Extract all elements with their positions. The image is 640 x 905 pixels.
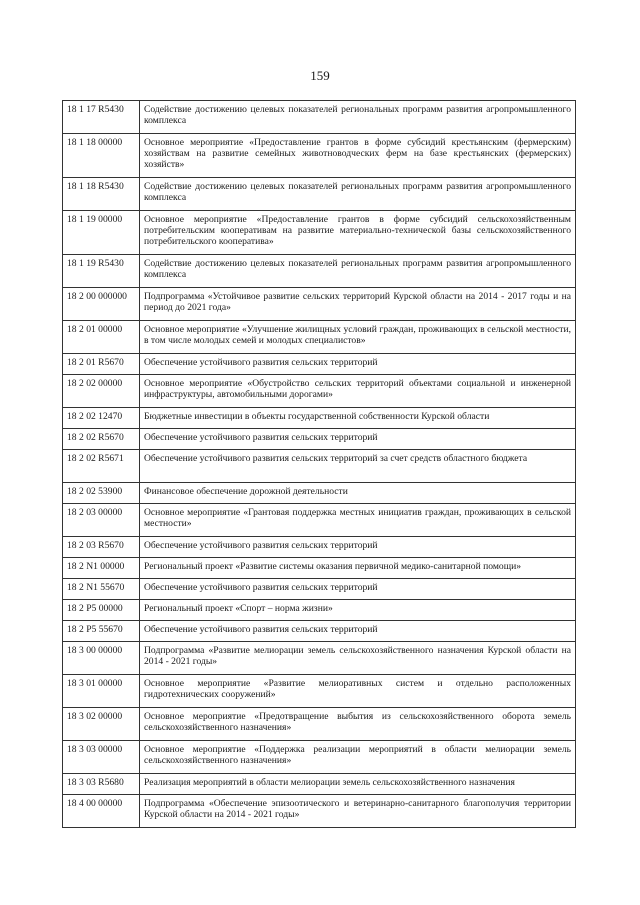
item-description: Основное мероприятие «Предотвращение выбытия из сельскохозяйственного оборота земель сельскохозяйственного назначения» [140, 708, 576, 741]
classification-code: 18 2 00 000000 [63, 288, 140, 321]
page-number: 159 [310, 68, 330, 83]
item-description: Обеспечение устойчивого развития сельских территорий [140, 537, 576, 558]
classification-code: 18 2 02 R5671 [63, 450, 140, 483]
classification-code: 18 2 03 R5670 [63, 537, 140, 558]
table-row [63, 621, 576, 642]
table-row [63, 483, 576, 504]
item-description: Обеспечение устойчивого развития сельских территорий за счет средств областного бюджета [140, 450, 576, 483]
table-row [63, 429, 576, 450]
item-description: Подпрограмма «Устойчивое развитие сельских территорий Курской области на 2014 - 2017 годы и на период до 2021 года» [140, 288, 576, 321]
item-description: Основное мероприятие «Предоставление грантов в форме субсидий сельскохозяйственным потребительским кооперативам на развитие материально-технической базы сельскохозяйственного потребительского кооператива» [140, 211, 576, 255]
table-row [63, 288, 576, 321]
item-description: Содействие достижению целевых показателей региональных программ развития агропромышленного комплекса [140, 101, 576, 134]
classification-code: 18 3 03 00000 [63, 741, 140, 774]
item-description: Основное мероприятие «Развитие мелиоративных систем и отдельно расположенных гидротехнических сооружений» [140, 675, 576, 708]
item-description: Содействие достижению целевых показателей региональных программ развития агропромышленного комплекса [140, 178, 576, 211]
item-description: Бюджетные инвестиции в объекты государственной собственности Курской области [140, 408, 576, 429]
classification-code: 18 2 01 R5670 [63, 354, 140, 375]
classification-code: 18 2 N1 00000 [63, 558, 140, 579]
classification-code: 18 3 00 00000 [63, 642, 140, 675]
table-row [63, 558, 576, 579]
item-description: Реализация мероприятий в области мелиорации земель сельскохозяйственного назначения [140, 774, 576, 795]
table-row [63, 450, 576, 483]
classification-code: 18 2 N1 55670 [63, 579, 140, 600]
item-description: Содействие достижению целевых показателей региональных программ развития агропромышленного комплекса [140, 255, 576, 288]
table-row [63, 579, 576, 600]
classification-code: 18 3 01 00000 [63, 675, 140, 708]
classification-code: 18 1 18 R5430 [63, 178, 140, 211]
classification-code: 18 1 19 00000 [63, 211, 140, 255]
item-description: Основное мероприятие «Грантовая поддержка местных инициатив граждан, проживающих в сельской местности» [140, 504, 576, 537]
classification-code: 18 2 02 R5670 [63, 429, 140, 450]
classification-code: 18 2 02 53900 [63, 483, 140, 504]
table-row [63, 134, 576, 178]
item-description: Подпрограмма «Развитие мелиорации земель сельскохозяйственного назначения Курской области на 2014 - 2021 годы» [140, 642, 576, 675]
item-description: Обеспечение устойчивого развития сельских территорий [140, 579, 576, 600]
item-description: Основное мероприятие «Поддержка реализации мероприятий в области мелиорации земель сельскохозяйственного назначения» [140, 741, 576, 774]
table-row [63, 795, 576, 828]
table-row [63, 642, 576, 675]
table-row [63, 211, 576, 255]
table-row [63, 178, 576, 211]
table-row [63, 408, 576, 429]
classification-code: 18 1 17 R5430 [63, 101, 140, 134]
classification-code: 18 1 18 00000 [63, 134, 140, 178]
table-row [63, 774, 576, 795]
classification-code: 18 2 01 00000 [63, 321, 140, 354]
table-row [63, 101, 576, 134]
classification-code: 18 2 P5 55670 [63, 621, 140, 642]
table-row [63, 600, 576, 621]
table-row [63, 354, 576, 375]
item-description: Финансовое обеспечение дорожной деятельности [140, 483, 576, 504]
item-description: Основное мероприятие «Предоставление грантов в форме субсидий крестьянским (фермерским) хозяйствам на развитие семейных животноводческих ферм на базе крестьянских (фермерских) хозяйств» [140, 134, 576, 178]
classification-code: 18 1 19 R5430 [63, 255, 140, 288]
classification-code: 18 3 03 R5680 [63, 774, 140, 795]
classification-code: 18 2 03 00000 [63, 504, 140, 537]
table-row [63, 741, 576, 774]
classification-code: 18 3 02 00000 [63, 708, 140, 741]
item-description: Основное мероприятие «Улучшение жилищных условий граждан, проживающих в сельской местности, в том числе молодых семей и молодых специалистов» [140, 321, 576, 354]
table-row [63, 375, 576, 408]
classification-code: 18 2 02 00000 [63, 375, 140, 408]
budget-classification-table [62, 100, 576, 828]
item-description: Обеспечение устойчивого развития сельских территорий [140, 429, 576, 450]
item-description: Обеспечение устойчивого развития сельских территорий [140, 354, 576, 375]
classification-code: 18 4 00 00000 [63, 795, 140, 828]
item-description: Обеспечение устойчивого развития сельских территорий [140, 621, 576, 642]
classification-code: 18 2 P5 00000 [63, 600, 140, 621]
table-row [63, 708, 576, 741]
item-description: Региональный проект «Спорт – норма жизни» [140, 600, 576, 621]
item-description: Основное мероприятие «Обустройство сельских территорий объектами социальной и инженерной инфраструктуры, автомобильными дорогами» [140, 375, 576, 408]
table-row [63, 675, 576, 708]
item-description: Региональный проект «Развитие системы оказания первичной медико-санитарной помощи» [140, 558, 576, 579]
classification-code: 18 2 02 12470 [63, 408, 140, 429]
table-row [63, 537, 576, 558]
table-row [63, 321, 576, 354]
item-description: Подпрограмма «Обеспечение эпизоотического и ветеринарно-санитарного благополучия территории Курской области на 2014 - 2021 годы» [140, 795, 576, 828]
table-row [63, 255, 576, 288]
table-row [63, 504, 576, 537]
